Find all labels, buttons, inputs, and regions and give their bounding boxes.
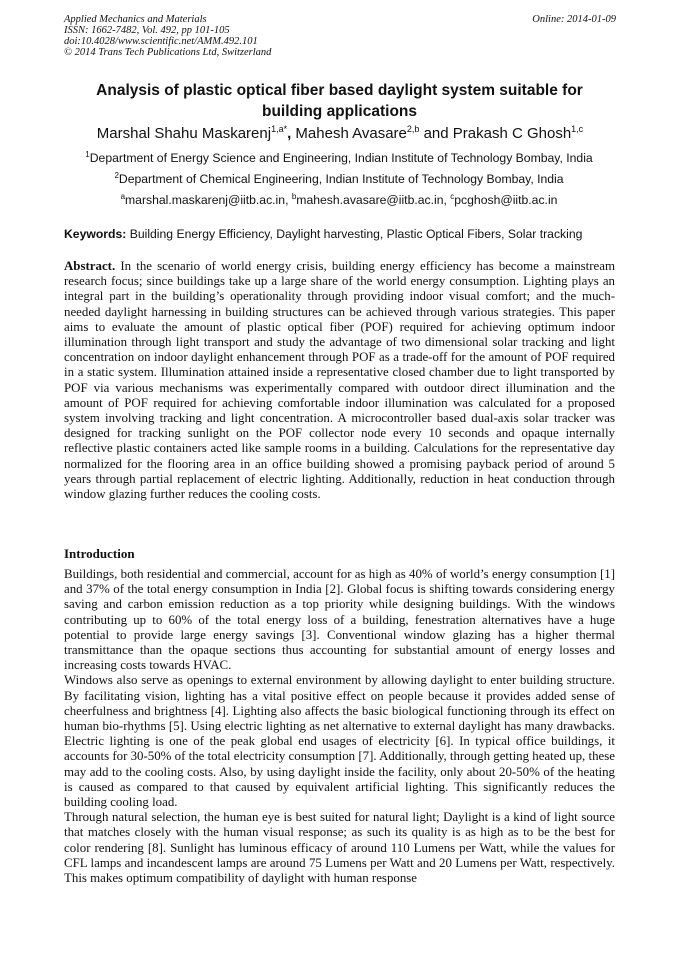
paper-title: Analysis of plastic optical fiber based daylight system suitable for building applications bbox=[96, 82, 583, 120]
introduction-heading: Introduction bbox=[64, 546, 135, 561]
email-superscript: a bbox=[120, 192, 126, 201]
introduction-body bbox=[64, 567, 615, 886]
author-separator: , bbox=[287, 125, 296, 142]
keywords-text: Building Energy Efficiency, Daylight harvesting, Plastic Optical Fibers, Solar tracking bbox=[126, 227, 583, 241]
author-list bbox=[40, 124, 640, 142]
email-link[interactable]: pcghosh@iitb.ac.in bbox=[454, 193, 558, 208]
doi-line: doi:10.4028/www.scientific.net/AMM.492.101 bbox=[64, 36, 258, 47]
abstract-label: Abstract. bbox=[64, 259, 116, 273]
email-superscript: c bbox=[450, 192, 455, 201]
online-date: Online: 2014-01-09 bbox=[532, 14, 616, 25]
author-name: Marshal Shahu Maskarenj bbox=[96, 125, 272, 142]
author-name: Mahesh Avasare bbox=[295, 125, 407, 142]
affiliation-2 bbox=[30, 171, 648, 186]
journal-name: Applied Mechanics and Materials bbox=[64, 14, 207, 25]
journal-header bbox=[64, 14, 616, 58]
abstract bbox=[64, 259, 615, 502]
author-name: Prakash C Ghosh bbox=[452, 125, 572, 142]
abstract-text: In the scenario of world energy crisis, building energy efficiency has become a mainstream research focus; since buildings take up a large share of the world energy consumption. Lighting plays an integral part in the building’s operationality through providing indoor visual comfort; and the much-needed daylight harnessing in building structures can be achieved through various strategies. This paper aims to evaluate the amount of plastic optical fiber (POF) required for achieving optimum indoor illumination through light transport and study the advantage of two dimensional solar tracking and light concentration on indoor daylight enhancement through POF as a trade-off for the amount of POF required in a static system. Illumination attained inside a representative closed chamber due to light transported by POF via various mechanisms was experimentally compared with outdoor direct illumination and the amount of POF required for achieving comfortable indoor illumination was calculated for a proposed system involving tracking and light concentration. A microcontroller based dual-axis solar tracker was designed for tracking sunlight on the POF collector node every 10 seconds and opaque internally reflective plastic containers acted like sample rooms in a building. Calculations for the representative day normalized for the flooring area in an office building showed a promising payback period of around 5 years through partial replacement of electric lighting. Additionally, reduction in heat conduction through window glazing further reduces the cooling costs. bbox=[64, 259, 615, 502]
paragraph: Buildings, both residential and commercial, account for as high as 40% of world’s energy consumption [1] and 37% of the total energy consumption in India [2]. Global focus is shifting towards considering energy saving and carbon emission reduction as a top priority while designing buildings. With the windows contributing up to 60% of the total energy loss of a building, fenestration alternatives have a huge potential to provide large energy savings [3]. Conventional window glazing has a higher thermal transmittance than the opaque sections thus accounting for substantial amount of energy losses and increasing costs towards HVAC. bbox=[64, 567, 615, 673]
email-link[interactable]: mahesh.avasare@iitb.ac.in bbox=[296, 193, 444, 208]
keywords-label: Keywords: bbox=[64, 227, 127, 241]
author-superscript: 1,a* bbox=[271, 124, 288, 134]
email-separator: , bbox=[443, 193, 451, 208]
email-link[interactable]: marshal.maskarenj@iitb.ac.in bbox=[125, 193, 286, 208]
affiliation-superscript: 2 bbox=[114, 171, 119, 180]
email-list bbox=[30, 192, 648, 207]
affiliation-1 bbox=[30, 150, 648, 165]
affiliation-text: Department of Energy Science and Engineering, Indian Institute of Technology Bombay, India bbox=[89, 151, 593, 166]
email-superscript: b bbox=[291, 192, 297, 201]
author-superscript: 1,c bbox=[571, 124, 584, 134]
email-separator: , bbox=[285, 193, 292, 208]
keywords-line bbox=[64, 227, 624, 241]
author-separator: and bbox=[419, 125, 453, 142]
issn-line: ISSN: 1662-7482, Vol. 492, pp 101-105 bbox=[64, 25, 230, 36]
paragraph: Through natural selection, the human eye is best suited for natural light; Daylight is a kind of light source that matches closely with the human visual response; as such its quality is as high as to be the best for color rendering [8]. Sunlight has luminous efficacy of around 110 Lumens per Watt, while the values for CFL lamps and incandescent lamps are around 75 Lumens per Watt and 20 Lumens per Watt, respectively. This makes optimum compatibility of daylight with human response bbox=[64, 810, 615, 886]
copyright-line: © 2014 Trans Tech Publications Ltd, Switzerland bbox=[64, 47, 272, 58]
affiliation-superscript: 1 bbox=[85, 150, 90, 159]
author-superscript: 2,b bbox=[406, 124, 420, 134]
affiliation-text: Department of Chemical Engineering, Indian Institute of Technology Bombay, India bbox=[118, 172, 564, 187]
paragraph: Windows also serve as openings to external environment by allowing daylight to enter building structure. By facilitating vision, lighting has a vital positive effect on people because it provides added sense of cheerfulness and brightness [4]. Lighting also affects the basic biological functioning through its effect on human bio-rhythms [5]. Using electric lighting as net alternative to external daylight has many drawbacks. Electric lighting is one of the peak global end usages of electricity [6]. In typical office buildings, it accounts for 30-50% of the total electricity consumption [7]. Additionally, through getting heated up, these may add to the cooling costs. Also, by using daylight inside the facility, only about 20-50% of the heating is caused as compared to that caused by equivalent artificial lighting. This significantly reduces the building cooling load. bbox=[64, 673, 615, 810]
